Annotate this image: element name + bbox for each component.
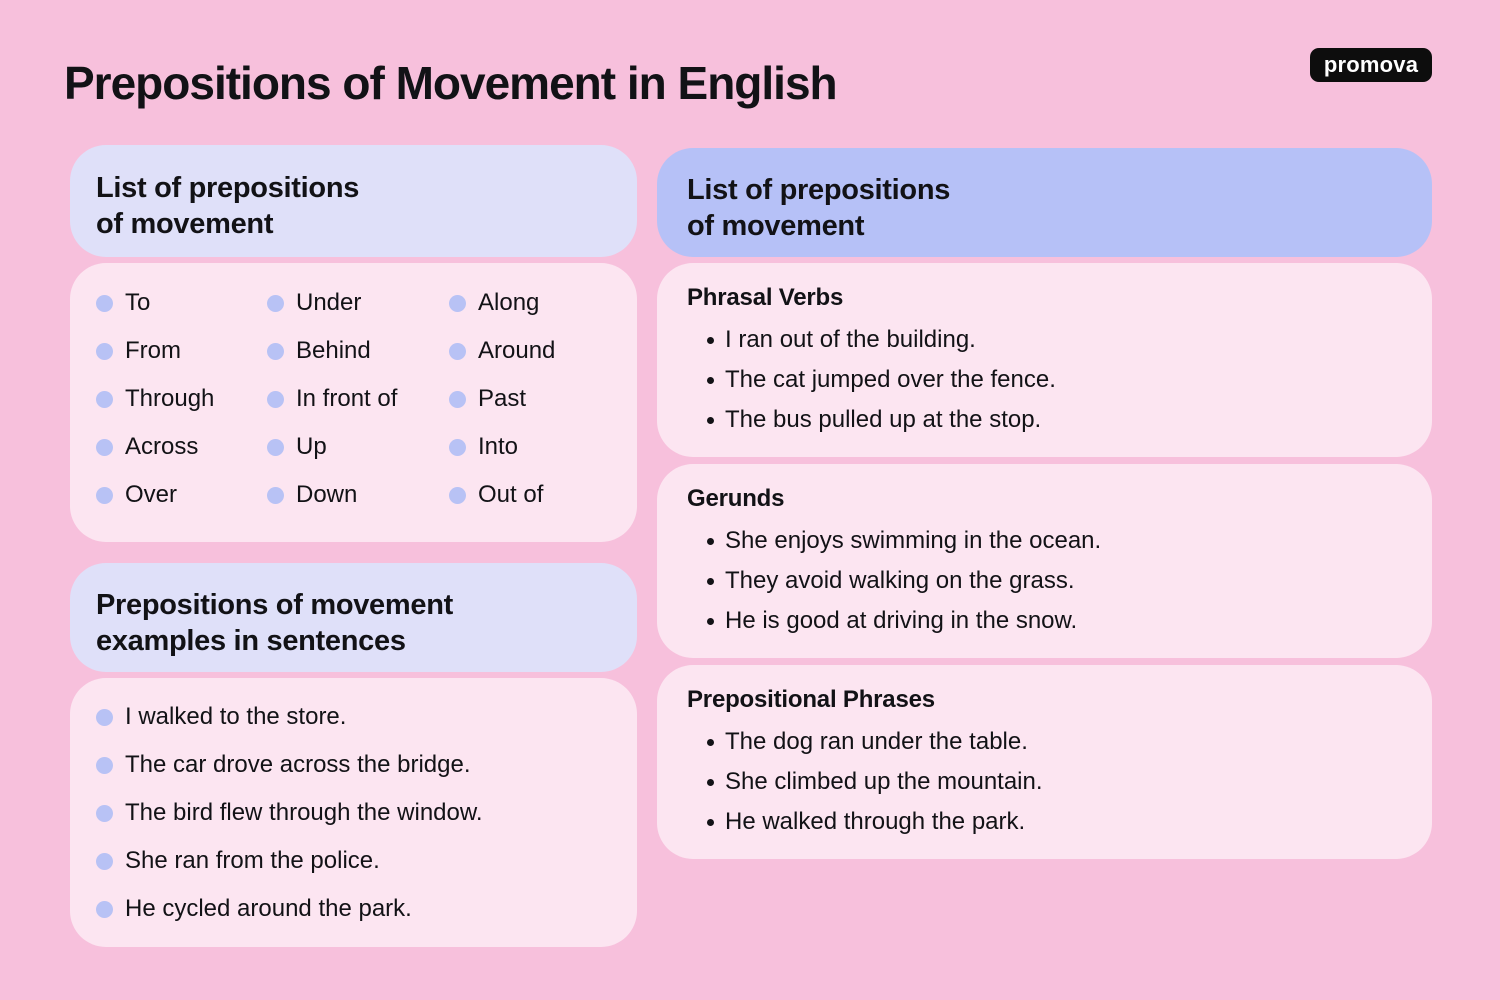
preposition-label: Out of [478, 481, 544, 508]
example-sentence: She climbed up the mountain. [725, 768, 1043, 795]
preposition-label: Through [125, 385, 215, 412]
preposition-label: In front of [296, 385, 398, 412]
example-sentence: I walked to the store. [125, 703, 347, 730]
example-sentence: She enjoys swimming in the ocean. [725, 527, 1102, 554]
left-list-heading-card [70, 145, 637, 257]
preposition-label: Over [125, 481, 178, 508]
bullet-icon [96, 487, 113, 504]
list-item [687, 601, 1412, 641]
list-item [449, 279, 637, 327]
preposition-label: Across [125, 433, 199, 460]
bullet-icon [707, 578, 714, 585]
examples-heading-card [70, 563, 637, 672]
bullet-icon [449, 487, 466, 504]
bullet-icon [267, 487, 284, 504]
list-item [267, 279, 449, 327]
bullet-icon [449, 439, 466, 456]
list-item [449, 423, 637, 471]
prepositional-phrases-card [657, 665, 1432, 859]
bullet-icon [267, 391, 284, 408]
list-item [687, 400, 1412, 440]
bullet-icon [449, 391, 466, 408]
preposition-label: Along [478, 289, 540, 316]
preposition-label: Around [478, 337, 556, 364]
bullet-icon [96, 439, 113, 456]
left-list-heading-line2: of movement [96, 208, 274, 240]
bullet-icon [96, 709, 113, 726]
bullet-icon [707, 538, 714, 545]
right-column [657, 148, 1432, 866]
preposition-label: To [125, 289, 151, 316]
right-heading-line1: List of prepositions [687, 174, 951, 206]
gerunds-card [657, 464, 1432, 658]
list-item [687, 561, 1412, 601]
promova-logo [1310, 48, 1432, 82]
section-list [687, 320, 1412, 440]
list-item [687, 521, 1412, 561]
left-list-heading-line1: List of prepositions [96, 172, 360, 204]
example-sentence: The cat jumped over the fence. [725, 366, 1056, 393]
bullet-icon [707, 377, 714, 384]
preposition-label: Under [296, 289, 362, 316]
list-item [96, 885, 617, 933]
list-item [96, 471, 267, 519]
right-heading-line2: of movement [687, 210, 865, 242]
right-list-heading-card [657, 148, 1432, 257]
section-title: Prepositional Phrases [687, 686, 935, 713]
list-item [96, 327, 267, 375]
example-sentence: He is good at driving in the snow. [725, 607, 1078, 634]
prepositions-column-3 [449, 279, 637, 542]
bullet-icon [707, 337, 714, 344]
bullet-icon [267, 343, 284, 360]
list-item [96, 375, 267, 423]
preposition-label: Into [478, 433, 519, 460]
bullet-icon [449, 343, 466, 360]
bullet-icon [96, 343, 113, 360]
list-item [96, 279, 267, 327]
list-item [687, 722, 1412, 762]
list-item [687, 802, 1412, 842]
list-item [96, 837, 617, 885]
list-item [96, 741, 617, 789]
list-item [96, 693, 617, 741]
bullet-icon [96, 901, 113, 918]
preposition-label: Up [296, 433, 327, 460]
page-title: Prepositions of Movement in English [64, 57, 837, 109]
bullet-icon [96, 295, 113, 312]
example-sentence: The car drove across the bridge. [125, 751, 471, 778]
section-title: Gerunds [687, 485, 785, 512]
list-item [267, 471, 449, 519]
example-sentence: He cycled around the park. [125, 895, 412, 922]
bullet-icon [96, 757, 113, 774]
example-sentence: The bus pulled up at the stop. [725, 406, 1042, 433]
prepositions-column-2 [267, 279, 449, 542]
section-title: Phrasal Verbs [687, 284, 844, 311]
list-item [449, 327, 637, 375]
list-item [687, 320, 1412, 360]
bullet-icon [267, 295, 284, 312]
bullet-icon [707, 417, 714, 424]
examples-heading-line2: examples in sentences [96, 625, 406, 657]
list-item [449, 375, 637, 423]
bullet-icon [96, 853, 113, 870]
bullet-icon [707, 618, 714, 625]
bullet-icon [96, 391, 113, 408]
preposition-label: From [125, 337, 181, 364]
examples-card [70, 678, 637, 947]
preposition-label: Behind [296, 337, 371, 364]
bullet-icon [96, 805, 113, 822]
bullet-icon [707, 739, 714, 746]
list-item [687, 360, 1412, 400]
examples-heading-line1: Prepositions of movement [96, 589, 453, 621]
bullet-icon [449, 295, 466, 312]
list-item [267, 375, 449, 423]
example-sentence: The dog ran under the table. [725, 728, 1028, 755]
list-item [449, 471, 637, 519]
bullet-icon [707, 779, 714, 786]
bullet-icon [267, 439, 284, 456]
phrasal-verbs-card [657, 263, 1432, 457]
left-column [70, 145, 637, 947]
bullet-icon [707, 819, 714, 826]
prepositions-column-1 [96, 279, 267, 542]
preposition-label: Past [478, 385, 527, 412]
prepositions-list-card [70, 263, 637, 542]
section-list [687, 722, 1412, 842]
list-item [687, 762, 1412, 802]
list-item [96, 423, 267, 471]
example-sentence: He walked through the park. [725, 808, 1026, 835]
section-list [687, 521, 1412, 641]
example-sentence: They avoid walking on the grass. [725, 567, 1075, 594]
list-item [96, 789, 617, 837]
example-sentence: She ran from the police. [125, 847, 380, 874]
preposition-label: Down [296, 481, 358, 508]
example-sentence: The bird flew through the window. [125, 799, 483, 826]
example-sentence: I ran out of the building. [725, 326, 976, 353]
promova-logo-text: promova [1323, 52, 1419, 77]
list-item [267, 327, 449, 375]
list-item [267, 423, 449, 471]
